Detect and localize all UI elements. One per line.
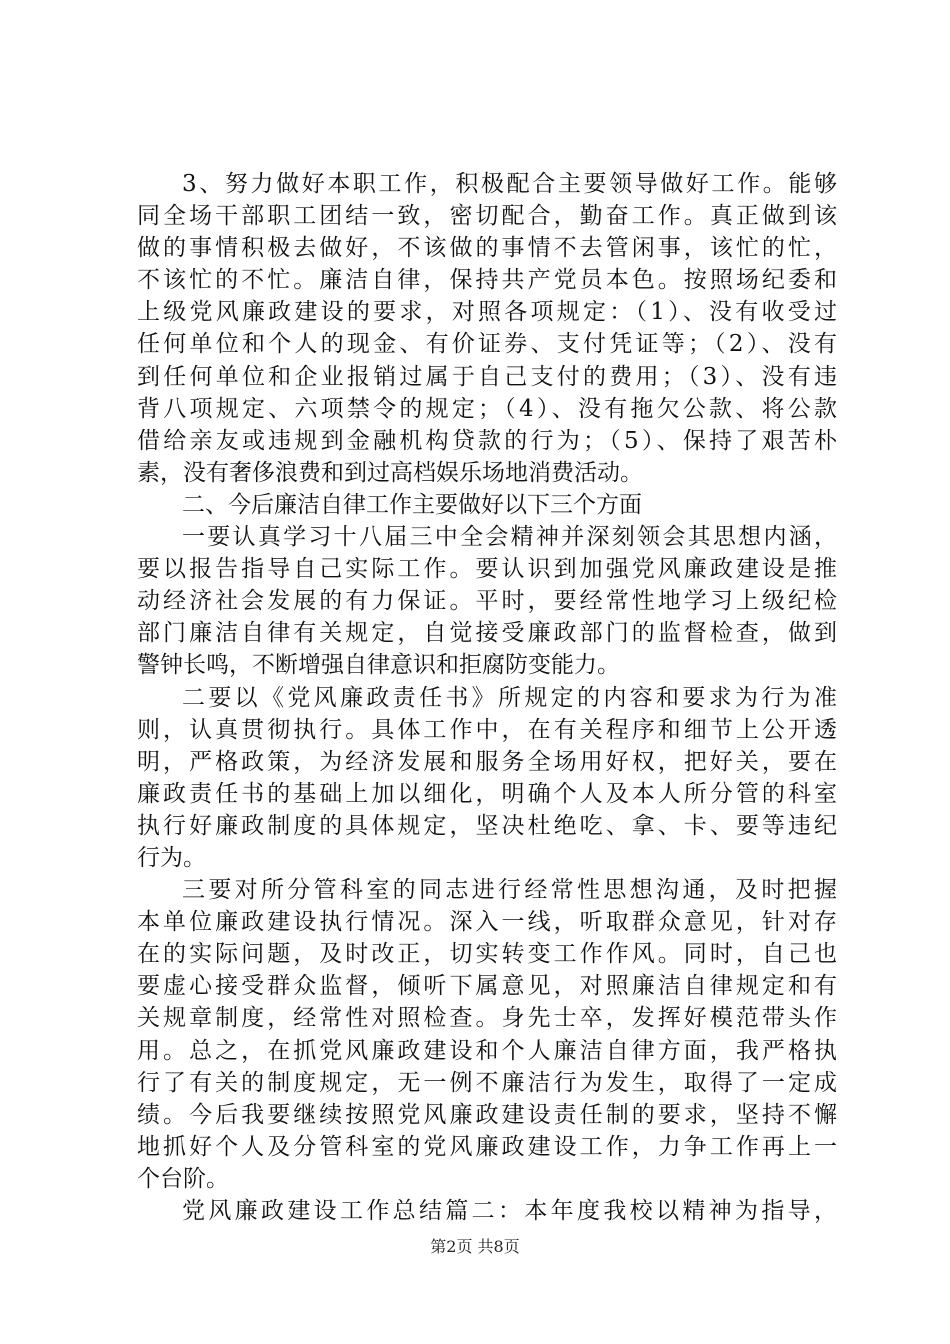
text-line: 要以报告指导自己实际工作。要认识到加强党风廉政建设是推 (137, 556, 837, 583)
text-line: 党风廉政建设工作总结篇二：本年度我校以精神为指导， (182, 1198, 837, 1224)
text-line: 二、今后廉洁自律工作主要做好以下三个方面 (182, 491, 642, 518)
text-line: 在的实际问题，及时改正，切实转变工作作风。同时，自己也 (137, 941, 837, 968)
text-line: 背八项规定、六项禁令的规定；（4）、没有拖欠公款、将公款 (137, 395, 837, 422)
text-line: 二要以《党风廉政责任书》所规定的内容和要求为行为准 (182, 684, 837, 711)
text-line: 到任何单位和企业报销过属于自己支付的费用；（3）、没有违 (137, 363, 837, 390)
text-line: 3、努力做好本职工作，积极配合主要领导做好工作。能够 (182, 171, 837, 197)
text-line: 本单位廉政建设执行情况。深入一线，听取群众意见，针对存 (137, 909, 837, 936)
text-line: 三要对所分管科室的同志进行经常性思想沟通，及时把握 (182, 877, 837, 904)
text-line: 同全场干部职工团结一致，密切配合，勤奋工作。真正做到该 (137, 203, 837, 230)
text-line: 不该忙的不忙。廉洁自律，保持共产党员本色。按照场纪委和 (137, 267, 837, 294)
text-line: 素，没有奢侈浪费和到过高档娱乐场地消费活动。 (137, 459, 643, 486)
text-line: 警钟长鸣，不断增强自律意识和拒腐防变能力。 (137, 652, 620, 679)
text-line: 上级党风廉政建设的要求，对照各项规定：（1）、没有收受过 (137, 299, 837, 326)
text-line: 执行好廉政制度的具体规定，坚决杜绝吃、拿、卡、要等违纪 (137, 812, 837, 839)
text-line: 用。总之，在抓党风廉政建设和个人廉洁自律方面，我严格执 (137, 1037, 837, 1064)
text-line: 则，认真贯彻执行。具体工作中，在有关程序和细节上公开透 (137, 716, 837, 743)
text-line: 做的事情积极去做好，不该做的事情不去管闲事，该忙的忙， (137, 235, 837, 262)
text-line: 个台阶。 (137, 1165, 229, 1192)
text-line: 一要认真学习十八届三中全会精神并深刻领会其思想内涵， (182, 524, 837, 551)
text-line: 行为。 (137, 844, 206, 871)
page-footer: 第2页 共8页 (430, 1237, 520, 1256)
text-line: 廉政责任书的基础上加以细化，明确个人及本人所分管的科室 (137, 780, 837, 807)
text-line: 关规章制度，经常性对照检查。身先士卒，发挥好模范带头作 (137, 1005, 837, 1032)
text-line: 任何单位和个人的现金、有价证券、支付凭证等；（2）、没有 (137, 331, 837, 358)
text-line: 要虚心接受群众监督，倾听下属意见，对照廉洁自律规定和有 (137, 973, 837, 1000)
text-line: 借给亲友或违规到金融机构贷款的行为；（5）、保持了艰苦朴 (137, 427, 837, 454)
text-line: 行了有关的制度规定，无一例不廉洁行为发生，取得了一定成 (137, 1069, 837, 1096)
text-line: 动经济社会发展的有力保证。平时，要经常性地学习上级纪检 (137, 588, 837, 615)
document-body (137, 168, 837, 1227)
text-line: 明，严格政策，为经济发展和服务全场用好权，把好关，要在 (137, 748, 837, 775)
text-line: 绩。今后我要继续按照党风廉政建设责任制的要求，坚持不懈 (137, 1101, 837, 1128)
text-line: 地抓好个人及分管科室的党风廉政建设工作，力争工作再上一 (137, 1133, 837, 1160)
text-line: 部门廉洁自律有关规定，自觉接受廉政部门的监督检查，做到 (137, 620, 837, 647)
